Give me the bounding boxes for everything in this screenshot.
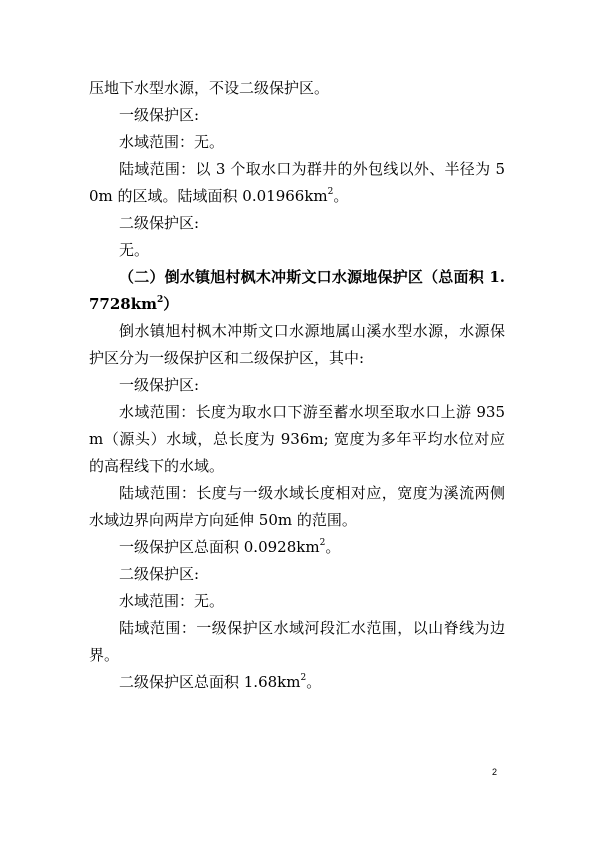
section-heading-text: （二）倒水镇旭村枫木冲斯文口水源地保护区（总面积 1.7728km [89,268,505,313]
paragraph-tail: 。 [325,538,341,556]
section-heading [89,264,505,318]
paragraph-text: 水域范围：长度为取水口下游至蓄水坝至取水口上游 935m（源头）水域，总长度为 936m; 宽度为多年平均水位对应的高程线下的水域。 [89,403,505,475]
paragraph-water-area [89,129,505,156]
paragraph-text: 一级保护区: [119,376,200,394]
paragraph-primary-zone-heading [89,102,505,129]
paragraph-source-description [89,318,505,372]
paragraph-primary-zone-heading [89,372,505,399]
paragraph-no-secondary-zone [89,75,505,102]
superscript: 2 [300,673,307,683]
paragraph-text: 压地下水型水源，不设二级保护区。 [89,79,330,97]
paragraph-water-area [89,399,505,480]
paragraph-text: 一级保护区: [119,106,200,124]
paragraph-secondary-zone-heading [89,210,505,237]
paragraph-land-area [89,156,505,210]
superscript: 2 [157,295,164,305]
paragraph-text: 水域范围：无。 [119,133,225,151]
superscript: 2 [319,538,326,548]
paragraph-tail: 。 [333,187,349,205]
document-body [89,75,505,696]
paragraph-secondary-zone-heading [89,561,505,588]
paragraph-text: 无。 [119,241,150,259]
paragraph-text: 水域范围：无。 [119,592,225,610]
paragraph-text: 二级保护区: [119,565,200,583]
paragraph-none [89,237,505,264]
paragraph-text: 二级保护区总面积 1.68km [119,673,301,691]
paragraph-water-area [89,588,505,615]
paragraph-text: 陆域范围：长度与一级水域长度相对应，宽度为溪流两侧水域边界向两岸方向延伸 50m 的范围。 [89,484,505,529]
paragraph-land-area [89,480,505,534]
paragraph-text: 倒水镇旭村枫木冲斯文口水源地属山溪水型水源，水源保护区分为一级保护区和二级保护区，其中: [89,322,505,367]
paragraph-secondary-total-area [89,669,505,696]
superscript: 2 [327,187,334,197]
paragraph-text: 陆域范围：一级保护区水域河段汇水范围，以山脊线为边界。 [89,619,505,664]
paragraph-text: 一级保护区总面积 0.0928km [119,538,320,556]
paragraph-primary-total-area [89,534,505,561]
paragraph-land-area [89,615,505,669]
page-number: 2 [492,767,498,777]
paragraph-tail: 。 [306,673,322,691]
paragraph-text: 陆域范围：以 3 个取水口为群井的外包线以外、半径为 50m 的区域。陆域面积 0.01966km [89,160,505,205]
paragraph-text: 二级保护区: [119,214,200,232]
section-heading-tail: ） [163,295,179,313]
